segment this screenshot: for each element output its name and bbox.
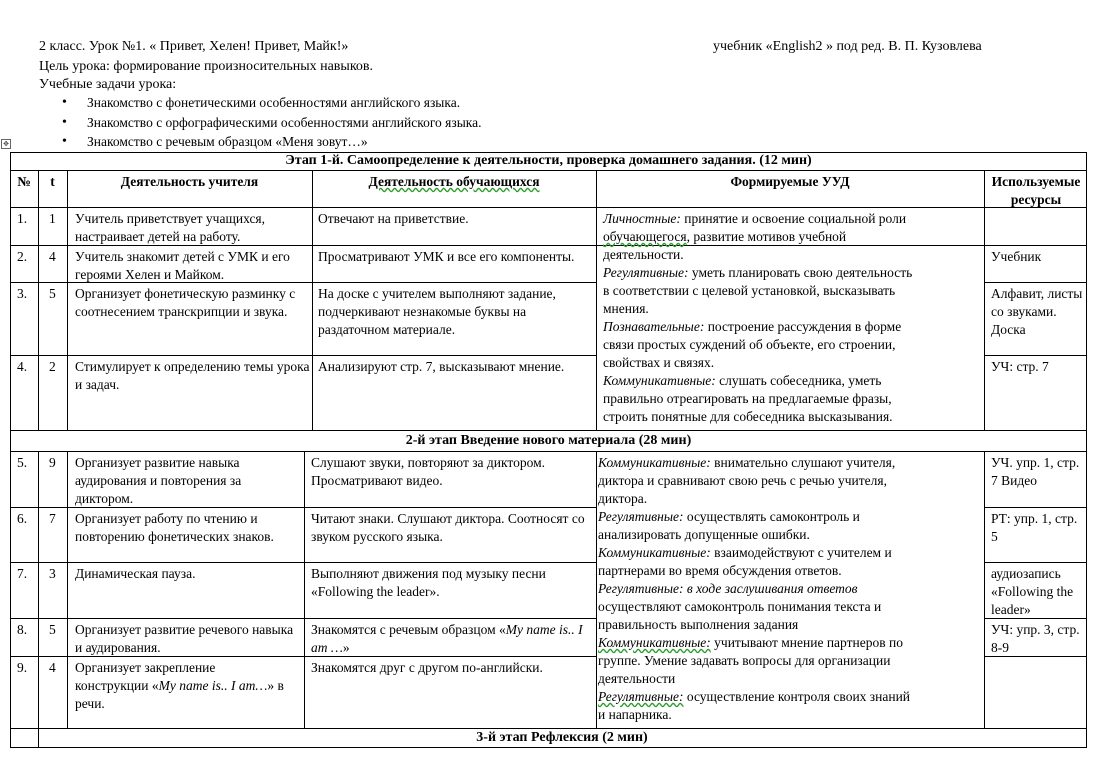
row-3-resources: Алфавит, листы со звуками. Доска xyxy=(991,286,1083,337)
uud-stage-2 xyxy=(598,454,983,724)
lesson-title: 2 класс. Урок №1. « Привет, Хелен! Привет, Майк!» xyxy=(39,39,349,54)
row-7-teacher: Динамическая пауза. xyxy=(75,566,196,581)
col-header-teacher: Деятельность учителя xyxy=(120,174,259,189)
row-5-teacher: Организует развитие навыка аудирования и повторения за диктором. xyxy=(75,455,242,506)
uud1-communicative-text: слушать собеседника, уметь xyxy=(715,373,882,388)
task-item: • Знакомство с речевым образцом «Меня зовут…» xyxy=(62,133,481,153)
row-4-resources: УЧ: стр. 7 xyxy=(991,359,1049,374)
row-9-students: Знакомятся друг с другом по-английски. xyxy=(311,660,543,675)
uud1-regulative-text: уметь планировать свою деятельность xyxy=(688,265,913,280)
uud1-personal-text: принятие и освоение социальной роли xyxy=(680,211,907,226)
uud1-word: обучающегося xyxy=(603,229,687,244)
row-4-teacher: Стимулирует к определению темы урока и задач. xyxy=(75,359,310,392)
row-3-number: 3. xyxy=(17,286,28,301)
col-header-number: № xyxy=(17,174,31,189)
row-2-students: Просматривают УМК и все его компоненты. xyxy=(318,249,575,264)
stage-3-title: 3-й этап Рефлексия (2 мин) xyxy=(476,730,648,745)
row-1-teacher: Учитель приветствует учащихся, настраивает детей на работу. xyxy=(75,211,266,244)
uud2-line15: и напарника. xyxy=(598,707,672,722)
row-5-number: 5. xyxy=(17,455,28,470)
uud2-regulative2-label: Регулятивные: xyxy=(598,581,684,596)
row-1-students: Отвечают на приветствие. xyxy=(318,211,469,226)
col-header-uud: Формируемые УУД xyxy=(730,174,850,189)
row-2-teacher: Учитель знакомит детей с УМК и его героями Хелен и Майком. xyxy=(75,249,290,282)
row-4-time: 2 xyxy=(49,359,56,374)
task-item: • Знакомство с фонетическими особенностями английского языка. xyxy=(62,94,481,114)
uud1-line6: мнения. xyxy=(603,301,649,316)
row-2-number: 2. xyxy=(17,249,28,264)
row-4-students: Анализируют стр. 7, высказывают мнение. xyxy=(318,359,565,374)
uud2-line9: осуществляют самоконтроль понимания текста и xyxy=(598,599,882,614)
uud1-cognitive-text: построение рассуждения в форме xyxy=(704,319,902,334)
uud2-communicative3-text: учитывают мнение партнеров по xyxy=(710,635,903,650)
uud2-communicative2-label: Коммуникативные: xyxy=(598,545,711,560)
row-5-resources: УЧ. упр. 1, стр. 7 Видео xyxy=(991,455,1080,488)
uud1-line8: связи простых суждений об объекте, его строении, xyxy=(603,337,896,352)
uud1-line12: строить понятные для собеседника высказывания. xyxy=(603,409,893,424)
stage-1-title: Этап 1-й. Самоопределение к деятельности, проверка домашнего задания. (12 мин) xyxy=(285,153,812,168)
row-6-teacher: Организует работу по чтению и повторению фонетических знаков. xyxy=(75,511,274,544)
row-9-teacher-a: Организует закрепление конструкции « xyxy=(75,660,216,693)
uud1-line3: деятельности. xyxy=(603,247,684,262)
row-8-resources: УЧ: упр. 3, стр. 8-9 xyxy=(991,622,1080,655)
uud1-line11: правильно отреагировать на предлагаемые фразы, xyxy=(603,391,892,406)
row-8-number: 8. xyxy=(17,622,28,637)
lesson-table xyxy=(10,152,1087,748)
uud-stage-1 xyxy=(603,210,983,426)
row-4-number: 4. xyxy=(17,359,28,374)
row-8-students xyxy=(311,621,587,657)
row-9-teacher-b: » в речи. xyxy=(75,678,284,711)
uud2-communicative-label: Коммуникативные: xyxy=(598,455,711,470)
row-1-time: 1 xyxy=(49,211,56,226)
row-3-teacher: Организует фонетическую разминку с соотнесением транскрипции и звука. xyxy=(75,286,296,319)
row-9-teacher-italic: My name is.. I am… xyxy=(158,678,268,693)
col-header-students-text: Деятельность обучающихся xyxy=(368,174,540,189)
uud1-line9: свойствах и связях. xyxy=(603,355,715,370)
row-7-time: 3 xyxy=(49,566,56,581)
row-5-time: 9 xyxy=(49,455,56,470)
uud2-communicative3-label: Коммуникативные: xyxy=(598,635,711,650)
row-1-number: 1. xyxy=(17,211,28,226)
row-8-time: 5 xyxy=(49,622,56,637)
uud1-personal-label: Личностные: xyxy=(603,211,681,226)
row-7-students: Выполняют движения под музыку песни «Following the leader». xyxy=(311,566,546,599)
row-3-students: На доске с учителем выполняют задание, подчеркивают незнакомые буквы на раздаточном материале. xyxy=(318,286,556,337)
uud2-line7: партнерами во время обсуждения ответов. xyxy=(598,563,842,578)
row-9-teacher xyxy=(75,659,287,713)
row-3-time: 5 xyxy=(49,286,56,301)
row-9-time: 4 xyxy=(49,660,56,675)
textbook-reference xyxy=(713,38,982,56)
row-2-resources: Учебник xyxy=(991,249,1042,264)
uud2-line3: диктора. xyxy=(598,491,648,506)
row-8-students-a: Знакомятся с речевым образцом « xyxy=(311,622,506,637)
row-8-students-italic: My name is.. I am … xyxy=(311,622,583,655)
stage-2-title: 2-й этап Введение нового материала (28 мин) xyxy=(405,433,692,448)
row-8-teacher: Организует развитие речевого навыка и аудирования. xyxy=(75,622,294,655)
uud1-communicative-label: Коммуникативные: xyxy=(603,373,716,388)
tasks-label: Учебные задачи урока: xyxy=(39,77,177,92)
uud2-regulative-text: осуществлять самоконтроль и xyxy=(683,509,860,524)
uud2-line10: правильность выполнения задания xyxy=(598,617,799,632)
row-6-students: Читают знаки. Слушают диктора. Соотносят со звуком русского языка. xyxy=(311,511,585,544)
task-item: • Знакомство с орфографическими особенностями английского языка. xyxy=(62,114,481,134)
row-6-resources: РТ: упр. 1, стр. 5 xyxy=(991,511,1078,544)
row-7-resources: аудиозапись «Following the leader» xyxy=(991,566,1074,617)
uud1-line2: , развитие мотивов учебной xyxy=(686,229,847,244)
uud2-regulative2-text: в ходе заслушивания ответов xyxy=(683,581,858,596)
uud2-line5: анализировать допущенные ошибки. xyxy=(598,527,810,542)
row-6-number: 6. xyxy=(17,511,28,526)
uud2-communicative-text: внимательно слушают учителя, xyxy=(710,455,896,470)
uud2-regulative3-label: Регулятивные: xyxy=(598,689,684,704)
tasks-list xyxy=(62,94,481,153)
uud1-regulative-label: Регулятивные: xyxy=(603,265,689,280)
uud2-regulative-label: Регулятивные: xyxy=(598,509,684,524)
uud2-line13: деятельности xyxy=(598,671,676,686)
uud2-line12: группе. Умение задавать вопросы для организации xyxy=(598,653,891,668)
col-header-time: t xyxy=(50,174,55,189)
uud1-cognitive-label: Познавательные: xyxy=(603,319,705,334)
row-2-time: 4 xyxy=(49,249,56,264)
uud2-regulative3-text: осуществление контроля своих знаний xyxy=(683,689,911,704)
row-5-students: Слушают звуки, повторяют за диктором. Просматривают видео. xyxy=(311,455,546,488)
col-header-resources: Используемые ресурсы xyxy=(991,174,1081,207)
row-7-number: 7. xyxy=(17,566,28,581)
uud2-line2: диктора и сравнивают свою речь с речью учителя, xyxy=(598,473,887,488)
col-header-students xyxy=(312,173,596,191)
uud1-line5: в соответствии с целевой установкой, высказывать xyxy=(603,283,896,298)
table-move-handle-icon[interactable]: ✥ xyxy=(1,139,11,149)
textbook-text: учебник «English2 » под ред. В. П. Кузовлева xyxy=(713,39,982,54)
uud2-communicative2-text: взаимодействуют с учителем и xyxy=(710,545,892,560)
row-8-students-b: » xyxy=(342,640,350,655)
lesson-goal: Цель урока: формирование произносительных навыков. xyxy=(39,59,374,74)
row-9-number: 9. xyxy=(17,660,28,675)
row-6-time: 7 xyxy=(49,511,56,526)
